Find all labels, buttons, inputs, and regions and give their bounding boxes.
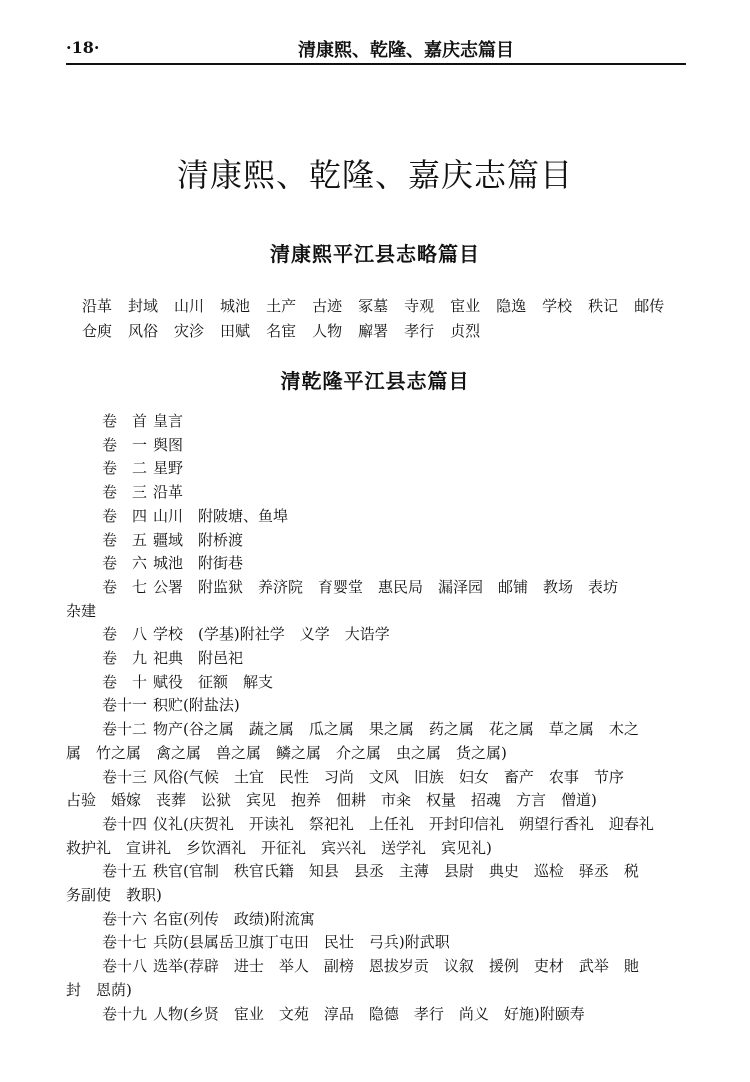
volume-content: 积贮(附盐法) <box>153 696 240 715</box>
volume-content: 人物(乡贤 宦业 文苑 淳品 隐德 孝行 尚义 好施)附颐寿 <box>153 1004 585 1023</box>
volume-line <box>66 623 698 647</box>
kangxi-item: 风俗 <box>128 322 159 340</box>
volume-line-continuation <box>66 979 698 1003</box>
kangxi-item: 灾沴 <box>174 322 205 340</box>
volume-line <box>66 955 698 979</box>
volume-line <box>66 647 698 671</box>
volume-content: 山川 附陂塘、鱼埠 <box>153 506 289 525</box>
volume-content: 祀典 附邑祀 <box>153 649 244 668</box>
volume-content: 沿革 <box>153 483 184 502</box>
volume-content: 仪礼(庆贺礼 开读礼 祭祀礼 上任礼 开封印信礼 朔望行香礼 迎春礼 <box>153 814 654 833</box>
volume-content: 名宦(列传 政绩)附流寓 <box>153 909 315 928</box>
volume-line <box>66 481 698 505</box>
kangxi-item: 宦业 <box>450 297 481 315</box>
kangxi-item: 人物 <box>312 322 343 340</box>
volume-line-continuation <box>66 600 698 624</box>
kangxi-item: 山川 <box>174 297 205 315</box>
kangxi-item: 封域 <box>128 297 159 315</box>
volume-line <box>66 908 698 932</box>
volume-label: 卷 一 <box>102 435 148 454</box>
volume-content: 务副使 教职) <box>66 886 162 905</box>
volume-line <box>66 505 698 529</box>
kangxi-section-title: 清康熙平江县志略篇目 <box>270 242 480 266</box>
volume-line <box>66 860 698 884</box>
kangxi-item: 隐逸 <box>496 297 527 315</box>
kangxi-item: 寺观 <box>404 297 435 315</box>
volume-line <box>66 671 698 695</box>
volume-label: 卷十五 <box>102 862 148 881</box>
kangxi-item: 古迹 <box>312 297 343 315</box>
header-rule <box>66 63 686 65</box>
volume-label: 卷 四 <box>102 506 148 525</box>
kangxi-item: 冢墓 <box>358 297 389 315</box>
volume-label: 卷 八 <box>102 625 148 644</box>
volume-line <box>66 718 698 742</box>
kangxi-item: 廨署 <box>358 322 389 340</box>
volume-label: 卷十六 <box>102 909 148 928</box>
volume-content: 赋役 征额 解支 <box>153 672 274 691</box>
volume-content: 兵防(县属岳卫旗丁屯田 民壮 弓兵)附武职 <box>153 933 450 952</box>
kangxi-item: 名宦 <box>266 322 297 340</box>
kangxi-item: 贞烈 <box>450 322 481 340</box>
volume-line-continuation <box>66 837 698 861</box>
volume-line <box>66 457 698 481</box>
kangxi-item: 孝行 <box>404 322 435 340</box>
volume-content: 杂建 <box>66 601 97 620</box>
kangxi-item: 秩记 <box>588 297 619 315</box>
volume-label: 卷十七 <box>102 933 148 952</box>
qianlong-section-title: 清乾隆平江县志篇目 <box>280 369 470 393</box>
main-title: 清康熙、乾隆、嘉庆志篇目 <box>176 156 573 194</box>
volume-content: 救护礼 宣讲礼 乡饮酒礼 开征礼 宾兴礼 送学礼 宾见礼) <box>66 838 492 857</box>
page-number: ·18· <box>66 38 100 57</box>
volume-line-continuation <box>66 742 698 766</box>
kangxi-item: 城池 <box>220 297 251 315</box>
volume-label: 卷 九 <box>102 649 148 668</box>
volume-content: 封 恩荫) <box>66 980 132 999</box>
volume-line <box>66 766 698 790</box>
volume-line <box>66 434 698 458</box>
volume-line <box>66 552 698 576</box>
volume-content: 物产(谷之属 蔬之属 瓜之属 果之属 药之属 花之属 草之属 木之 <box>153 720 639 739</box>
volume-line <box>66 1003 698 1027</box>
kangxi-item: 邮传 <box>634 297 665 315</box>
volume-label: 卷十三 <box>102 767 148 786</box>
volume-line-continuation <box>66 884 698 908</box>
volume-content: 学校 (学基)附社学 义学 大诰学 <box>153 625 390 644</box>
running-header <box>66 28 686 64</box>
volume-line <box>66 576 698 600</box>
volume-content: 属 竹之属 禽之属 兽之属 鳞之属 介之属 虫之属 货之属) <box>66 743 507 762</box>
volume-line <box>66 694 698 718</box>
volume-content: 公署 附监狱 养济院 育婴堂 惠民局 漏泽园 邮铺 教场 表坊 <box>153 577 619 596</box>
volume-line <box>66 813 698 837</box>
volume-line <box>66 410 698 434</box>
kangxi-item-list <box>82 294 698 344</box>
volume-line-continuation <box>66 789 698 813</box>
volume-label: 卷十八 <box>102 957 148 976</box>
volume-label: 卷 二 <box>102 459 148 478</box>
volume-label: 卷 五 <box>102 530 148 549</box>
volume-line <box>66 529 698 553</box>
kangxi-item: 土产 <box>266 297 297 315</box>
volume-content: 舆图 <box>153 435 184 454</box>
volume-label: 卷十一 <box>102 696 148 715</box>
volume-label: 卷 十 <box>102 672 148 691</box>
volume-content: 秩官(官制 秩官氏籍 知县 县丞 主薄 县尉 典史 巡检 驿丞 税 <box>153 862 639 881</box>
volume-label: 卷 七 <box>102 577 148 596</box>
running-title: 清康熙、乾隆、嘉庆志篇目 <box>298 40 514 61</box>
volume-content: 选举(荐辟 进士 举人 副榜 恩拔岁贡 议叙 援例 吏材 武举 貤 <box>153 957 639 976</box>
volume-label: 卷 三 <box>102 483 148 502</box>
volume-content: 疆域 附桥渡 <box>153 530 244 549</box>
volume-content: 城池 附街巷 <box>153 554 244 573</box>
volume-label: 卷 六 <box>102 554 148 573</box>
kangxi-item: 田赋 <box>220 322 251 340</box>
volume-content: 星野 <box>153 459 184 478</box>
volume-content: 风俗(气候 土宜 民性 习尚 文风 旧族 妇女 畜产 农事 节序 <box>153 767 624 786</box>
volume-label: 卷十二 <box>102 720 148 739</box>
volume-label: 卷十四 <box>102 814 148 833</box>
volume-content: 占验 婚嫁 丧葬 讼狱 宾见 抱养 佃耕 市籴 权量 招魂 方言 僧道) <box>66 791 597 810</box>
kangxi-item: 学校 <box>542 297 573 315</box>
qianlong-volume-list <box>66 410 698 1026</box>
volume-label: 卷十九 <box>102 1004 148 1023</box>
volume-content: 皇言 <box>153 412 184 430</box>
kangxi-item: 仓庾 <box>82 322 113 340</box>
kangxi-item: 沿革 <box>82 297 113 315</box>
volume-line <box>66 931 698 955</box>
volume-label: 卷 首 <box>102 412 148 430</box>
